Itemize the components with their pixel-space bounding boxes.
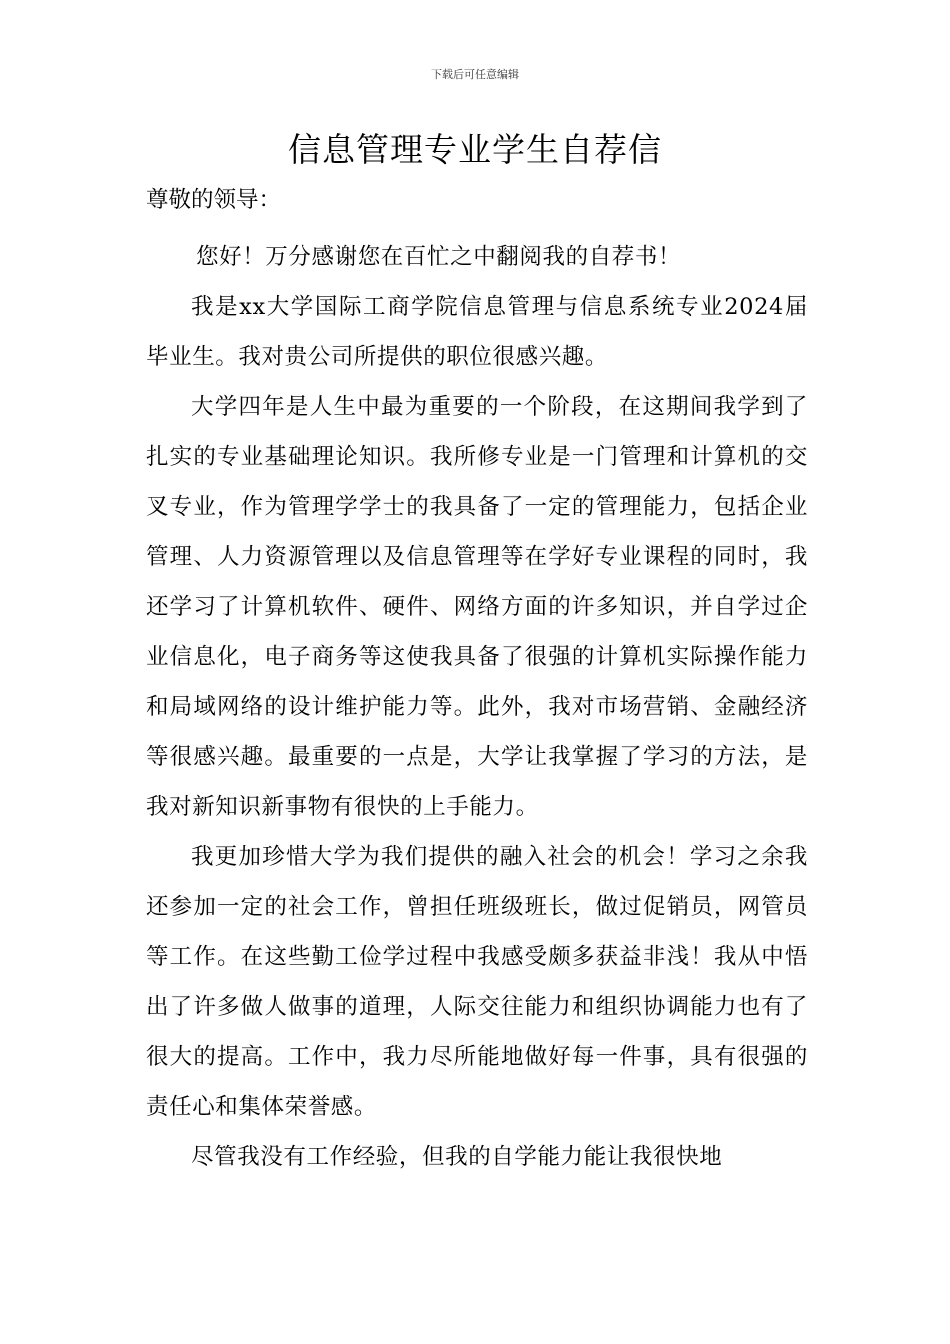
- paragraph-university-study: 大学四年是人生中最为重要的一个阶段，在这期间我学到了扎实的专业基础理论知识。我所修专业是一门管理和计算机的交叉专业，作为管理学学士的我具备了一定的管理能力，包括企业管理、人力资源管理以及信息管理等在学好专业课程的同时，我还学习了计算机软件、硬件、网络方面的许多知识，并自学过企业信息化，电子商务等这使我具备了很强的计算机实际操作能力和局域网络的设计维护能力等。此外，我对市场营销、金融经济等很感兴趣。最重要的一点是，大学让我掌握了学习的方法，是我对新知识新事物有很快的上手能力。: [146, 394, 808, 820]
- document-title: 信息管理专业学生自荐信: [288, 130, 662, 169]
- header-note: 下载后可任意编辑: [431, 68, 519, 81]
- paragraph-closing-partial: 尽管我没有工作经验，但我的自学能力能让我很快地: [191, 1144, 723, 1170]
- paragraph-introduction: 我是xx大学国际工商学院信息管理与信息系统专业2024届毕业生。我对贵公司所提供的职位很感兴趣。: [146, 294, 808, 370]
- paragraph-social-work: 我更加珍惜大学为我们提供的融入社会的机会！学习之余我还参加一定的社会工作，曾担任班级班长，做过促销员，网管员等工作。在这些勤工俭学过程中我感受颇多获益非浅！我从中悟出了许多做人做事的道理，人际交往能力和组织协调能力也有了很大的提高。工作中，我力尽所能地做好每一件事，具有很强的责任心和集体荣誉感。: [146, 844, 808, 1120]
- paragraph-greeting: 您好！万分感谢您在百忙之中翻阅我的自荐书！: [196, 244, 682, 270]
- salutation: 尊敬的领导：: [146, 187, 282, 213]
- letter-body: [146, 232, 808, 1182]
